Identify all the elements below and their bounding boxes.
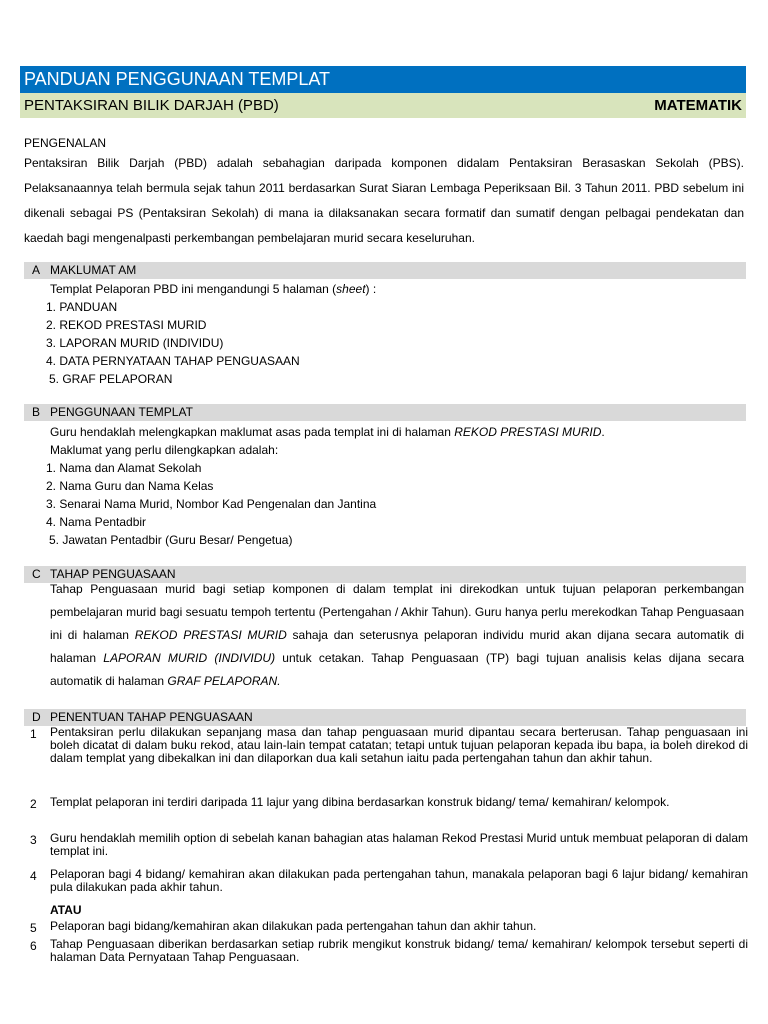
- item-text: Tahap Penguasaan diberikan berdasarkan setiap rubrik mengikut konstruk bidang/ tema/ kemahiran/ kelompok tersebut seperti di halaman Data Pernyataan Tahap Penguasaan.: [50, 937, 748, 964]
- section-a-lead-end: ) :: [365, 282, 377, 296]
- list-item: [28, 832, 748, 858]
- section-c-text-3: untuk cetakan. Tahap Penguasaan (TP) bagi tujuan analisis kelas dijana secara automatik di halaman: [50, 651, 744, 688]
- list-item: 2. REKOD PRESTASI MURID: [46, 318, 207, 332]
- list-item: 4. DATA PERNYATAAN TAHAP PENGUASAAN: [46, 354, 300, 368]
- list-item: [28, 938, 748, 964]
- item-number: 3: [30, 833, 37, 847]
- list-item: 1. Nama dan Alamat Sekolah: [46, 461, 202, 475]
- list-item: 1. PANDUAN: [46, 300, 118, 314]
- section-c-italic-1: REKOD PRESTASI MURID: [134, 628, 287, 642]
- section-c-italic-2: LAPORAN MURID (INDIVIDU): [103, 651, 276, 665]
- list-item: 5. GRAF PELAPORAN: [49, 372, 173, 386]
- item-number: 5: [30, 921, 37, 935]
- section-b-lead-text: Guru hendaklah melengkapkan maklumat asas pada templat ini di halaman: [50, 425, 455, 439]
- section-b-letter: B: [32, 405, 41, 419]
- item-text: Pentaksiran perlu dilakukan sepanjang masa dan tahap penguasaan murid dipantau secara berterusan. Tahap penguasaan ini boleh dicatat di dalam buku rekod, atau lain-lain tempat catatan; tetapi untuk tujuan pelaporan kepada ibu bapa, ia boleh direkod di dalam templat yang dibekalkan ini dan dilaporkan dua kali setahun iaitu pada pertengahan tahun dan akhir tahun.: [50, 725, 748, 765]
- section-c-text-2: sahaja dan seterusnya pelaporan individu murid akan dijana secara automatik di halaman: [50, 628, 744, 665]
- section-b-lead-end: .: [601, 425, 605, 439]
- section-d-title: PENENTUAN TAHAP PENGUASAAN: [50, 710, 253, 724]
- item-number: 4: [30, 869, 37, 883]
- item-number: 6: [30, 939, 37, 953]
- item-number: 2: [30, 797, 37, 811]
- section-a-header: [24, 262, 746, 279]
- list-item: [28, 920, 748, 933]
- list-item: 5. Jawatan Pentadbir (Guru Besar/ Pengetua): [49, 533, 293, 547]
- section-c-text-1: Tahap Penguasaan murid bagi setiap komponen di dalam templat ini direkodkan untuk tujuan pelaporan perkembangan pembelajaran murid bagi sesuatu tempoh tertentu (Pertengahan / Akhir Tahun). Guru hanya perlu merekodkan Tahap Penguasaan ini di halaman: [50, 582, 744, 642]
- list-item: [28, 868, 748, 894]
- list-item: [28, 726, 748, 765]
- item-text: Templat pelaporan ini terdiri daripada 11 lajur yang dibina berdasarkan konstruk bidang/ tema/ kemahiran/ kelompok.: [50, 795, 670, 809]
- item-text: Guru hendaklah memilih option di sebelah kanan bahagian atas halaman Rekod Prestasi Murid untuk membuat pelaporan di dalam templat ini.: [50, 831, 748, 858]
- item-text: Pelaporan bagi bidang/kemahiran akan dilakukan pada pertengahan tahun dan akhir tahun.: [50, 919, 537, 933]
- subtitle-bar: [20, 93, 746, 118]
- section-b-lead: [50, 423, 740, 441]
- section-b-title: PENGGUNAAN TEMPLAT: [50, 405, 193, 419]
- list-item: 2. Nama Guru dan Nama Kelas: [46, 479, 214, 493]
- list-item: [28, 796, 748, 809]
- section-c-letter: C: [32, 567, 41, 581]
- atau-label: ATAU: [50, 903, 82, 917]
- list-item: 3. LAPORAN MURID (INDIVIDU): [46, 336, 224, 350]
- section-a-title: MAKLUMAT AM: [50, 263, 137, 277]
- section-a-lead-italic: sheet: [336, 282, 366, 296]
- section-a-list: [46, 298, 736, 388]
- section-c-paragraph: [50, 578, 744, 693]
- section-d-letter: D: [32, 710, 41, 724]
- section-b-header: [24, 404, 746, 421]
- list-item: 3. Senarai Nama Murid, Nombor Kad Pengenalan dan Jantina: [46, 497, 377, 511]
- subject-label: MATEMATIK: [654, 97, 742, 114]
- section-a-letter: A: [32, 263, 41, 277]
- section-b-lead2: Maklumat yang perlu dilengkapkan adalah:: [50, 443, 279, 457]
- section-c-italic-3: GRAF PELAPORAN.: [167, 674, 281, 688]
- section-a-lead: [50, 280, 740, 298]
- intro-heading: PENGENALAN: [24, 136, 107, 150]
- list-item: 4. Nama Pentadbir: [46, 515, 147, 529]
- intro-paragraph: Pentaksiran Bilik Darjah (PBD) adalah sebahagian daripada komponen didalam Pentaksiran Berasaskan Sekolah (PBS). Pelaksanaannya telah bermula sejak tahun 2011 berdasarkan Surat Siaran Lembaga Peperiksaan Bil. 3 Tahun 2011. PBD sebelum ini dikenali sebagai PS (Pentaksiran Sekolah) di mana ia dilaksanakan secara formatif dan sumatif dengan pelbagai pendekatan dan kaedah bagi mengenalpasti perkembangan pembelajaran murid secara keseluruhan.: [24, 156, 744, 245]
- document-subtitle: PENTAKSIRAN BILIK DARJAH (PBD): [24, 97, 279, 114]
- section-a-lead-text: Templat Pelaporan PBD ini mengandungi 5 halaman (: [50, 282, 337, 296]
- section-b-list: [46, 459, 736, 549]
- section-b-lead-italic: REKOD PRESTASI MURID: [454, 425, 602, 439]
- item-number: 1: [30, 727, 37, 741]
- section-d-header: [24, 709, 746, 726]
- item-text: Pelaporan bagi 4 bidang/ kemahiran akan dilakukan pada pertengahan tahun, manakala pelaporan bagi 6 lajur bidang/ kemahiran pula dilakukan pada akhir tahun.: [50, 867, 748, 894]
- section-c-title: TAHAP PENGUASAAN: [50, 567, 176, 581]
- document-title: PANDUAN PENGGUNAAN TEMPLAT: [20, 66, 746, 93]
